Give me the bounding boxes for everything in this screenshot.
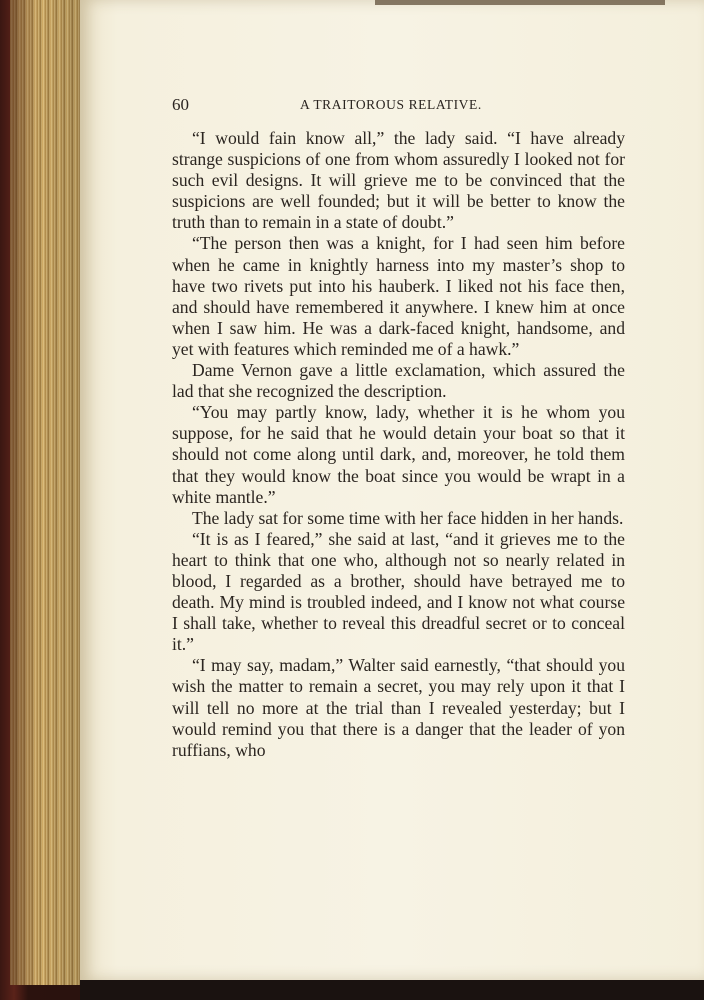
- paragraph: Dame Vernon gave a little exclamation, which assured the lad that she recognized the description.: [172, 360, 625, 402]
- bottom-edge: [80, 980, 704, 1000]
- running-head: A TRAITOROUS RELATIVE.: [300, 97, 482, 112]
- page-number: 60: [172, 95, 189, 114]
- body-text: [172, 128, 625, 761]
- paragraph: “The person then was a knight, for I had seen him before when he came in knightly harness into my master’s shop to have two rivets put into his hauberk. I liked not his face then, and should have remembered it anywhere. I knew him at once when I saw him. He was a dark-faced knight, handsome, and yet with features which reminded me of a hawk.”: [172, 233, 625, 359]
- top-shadow-strip: [375, 0, 665, 5]
- page-edges: [10, 0, 84, 985]
- page-header: [172, 95, 627, 117]
- paragraph: “It is as I feared,” she said at last, “and it grieves me to the heart to think that one who, although not so nearly related in blood, I regarded as a brother, should have betrayed me to death. My mind is troubled indeed, and I know not what course I shall take, whether to reveal this dreadful secret or to conceal it.”: [172, 528, 625, 655]
- paragraph: “I may say, madam,” Walter said earnestly, “that should you wish the matter to remain a secret, you may rely upon it that I will tell no more at the trial than I revealed yesterday; but I would remind you that there is a danger that the leader of yon ruffians, who: [172, 655, 625, 760]
- paragraph: The lady sat for some time with her face hidden in her hands.: [192, 507, 624, 528]
- paragraph: “I would fain know all,” the lady said. “I have already strange suspicions of one from whom assuredly I looked not for such evil designs. It will grieve me to be convinced that the suspicions are well founded; but it will be better to know the truth than to remain in a state of doubt.”: [172, 128, 625, 233]
- paragraph: “You may partly know, lady, whether it is he whom you suppose, for he said that he would detain your boat so that it should not come along until dark, and, moreover, he told them that they would know the boat since you would be wrapt in a white mantle.”: [172, 402, 625, 507]
